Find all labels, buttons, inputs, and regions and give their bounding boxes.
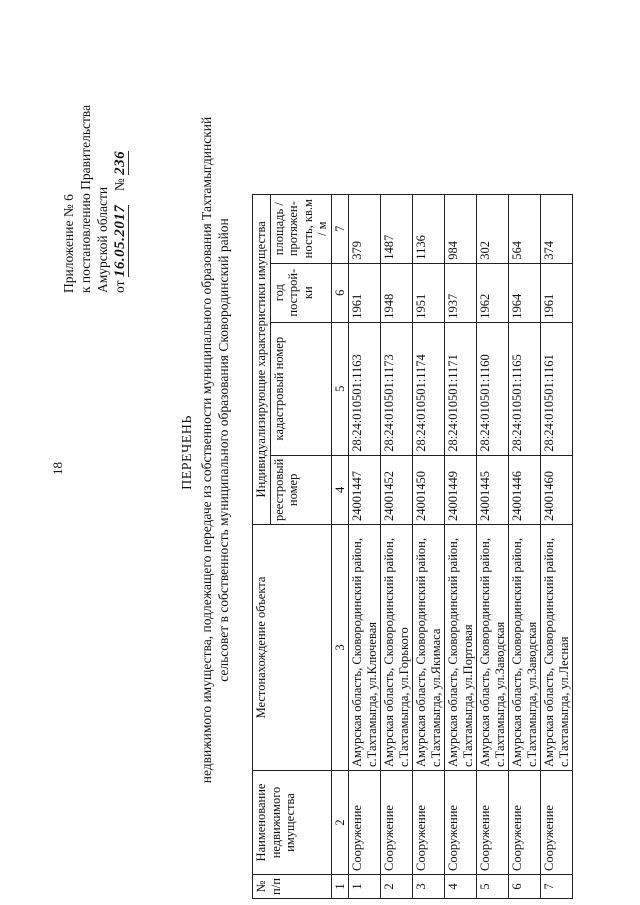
table-row [413,194,445,898]
cell-cadastral: 28:24:010501:1161 [541,322,573,455]
table-body [349,194,573,898]
cell-no: 5 [477,875,509,899]
header-row [253,194,271,898]
header-location: Местонахождение объекта [253,525,332,771]
table-row [509,194,541,898]
date-value: 16.05.2017 [112,204,128,278]
header-no: № п/п [253,875,332,899]
cell-name: Сооружение [445,771,477,875]
cell-location: Амурская область, Сковородинский район, с.Тахтамыгда, ул.Якимаса [413,525,445,771]
cell-cadastral: 28:24:010501:1174 [413,322,445,455]
col-num-6: 6 [331,263,349,322]
cell-location: Амурская область, Сковородинский район, с.Тахтамыгда, ул.Горького [381,525,413,771]
table-row [349,194,381,898]
cell-year: 1937 [445,263,477,322]
cell-area: 1136 [413,194,445,263]
cell-name: Сооружение [477,771,509,875]
cell-year: 1948 [381,263,413,322]
cell-reg: 24001452 [381,455,413,524]
table-row [541,194,573,898]
cell-area: 379 [349,194,381,263]
appendix-date-line [111,105,129,293]
col-num-3: 3 [331,525,349,771]
document-subtitle: недвижимого имущества, подлежащего передаче из собственности муниципального образования Тахтамыгдинский сельсовет в собственность муниципального образования Сковородинский район [199,116,231,784]
cell-location: Амурская область, Сковородинский район, с.Тахтамыгда, ул.Заводская [477,525,509,771]
page-number: 18 [50,462,65,475]
cell-reg: 24001450 [413,455,445,524]
header-area: площадь / протяжен-ность, кв.м / м [270,194,331,263]
appendix-line-3: Амурской области [95,186,110,293]
cell-no: 3 [413,875,445,899]
col-num-4: 4 [331,455,349,524]
cell-name: Сооружение [509,771,541,875]
cell-year: 1951 [413,263,445,322]
header-cadastral: кадастровый номер [270,322,331,455]
appendix-block [60,105,129,293]
cell-cadastral: 28:24:010501:1163 [349,322,381,455]
cell-location: Амурская область, Сковородинский район, с.Тахтамыгда, ул.Портовая [445,525,477,771]
col-num-7: 7 [331,194,349,263]
cell-year: 1961 [349,263,381,322]
cell-reg: 24001447 [349,455,381,524]
document-title: ПЕРЕЧЕНЬ [180,415,195,490]
cell-cadastral: 28:24:010501:1171 [445,322,477,455]
cell-reg: 24001460 [541,455,573,524]
col-num-2: 2 [331,771,349,875]
cell-area: 374 [541,194,573,263]
cell-name: Сооружение [381,771,413,875]
appendix-line-1: Приложение № 6 [61,194,76,293]
cell-no: 7 [541,875,573,899]
column-number-row [331,194,349,898]
header-name: Наименование недвижимого имущества [253,771,332,875]
cell-location: Амурская область, Сковородинский район, с.Тахтамыгда, ул.Заводская [509,525,541,771]
cell-reg: 24001449 [445,455,477,524]
cell-no: 6 [509,875,541,899]
cell-location: Амурская область, Сковородинский район, с.Тахтамыгда, ул.Лесная [541,525,573,771]
number-prefix: № [112,178,127,192]
cell-cadastral: 28:24:010501:1160 [477,322,509,455]
cell-cadastral: 28:24:010501:1165 [509,322,541,455]
col-num-1: 1 [331,875,349,899]
property-table [252,194,573,899]
cell-year: 1961 [541,263,573,322]
col-num-5: 5 [331,322,349,455]
cell-reg: 24001446 [509,455,541,524]
cell-name: Сооружение [413,771,445,875]
table-row [381,194,413,898]
number-value: 236 [112,150,128,175]
cell-area: 984 [445,194,477,263]
cell-name: Сооружение [349,771,381,875]
appendix-line-2: к постановлению Правительства [78,104,93,293]
cell-cadastral: 28:24:010501:1173 [381,322,413,455]
header-group: Индивидуализирующие характеристики имущества [253,194,271,524]
date-prefix: от [112,280,127,293]
cell-name: Сооружение [541,771,573,875]
cell-year: 1962 [477,263,509,322]
header-reg: реестровый номер [270,455,331,524]
header-year: год построй-ки [270,263,331,322]
cell-year: 1964 [509,263,541,322]
cell-no: 2 [381,875,413,899]
cell-no: 1 [349,875,381,899]
cell-area: 302 [477,194,509,263]
cell-area: 564 [509,194,541,263]
cell-no: 4 [445,875,477,899]
table-row [477,194,509,898]
table-row [445,194,477,898]
cell-area: 1487 [381,194,413,263]
cell-reg: 24001445 [477,455,509,524]
cell-location: Амурская область, Сковородинский район, с.Тахтамыгда, ул.Ключевая [349,525,381,771]
